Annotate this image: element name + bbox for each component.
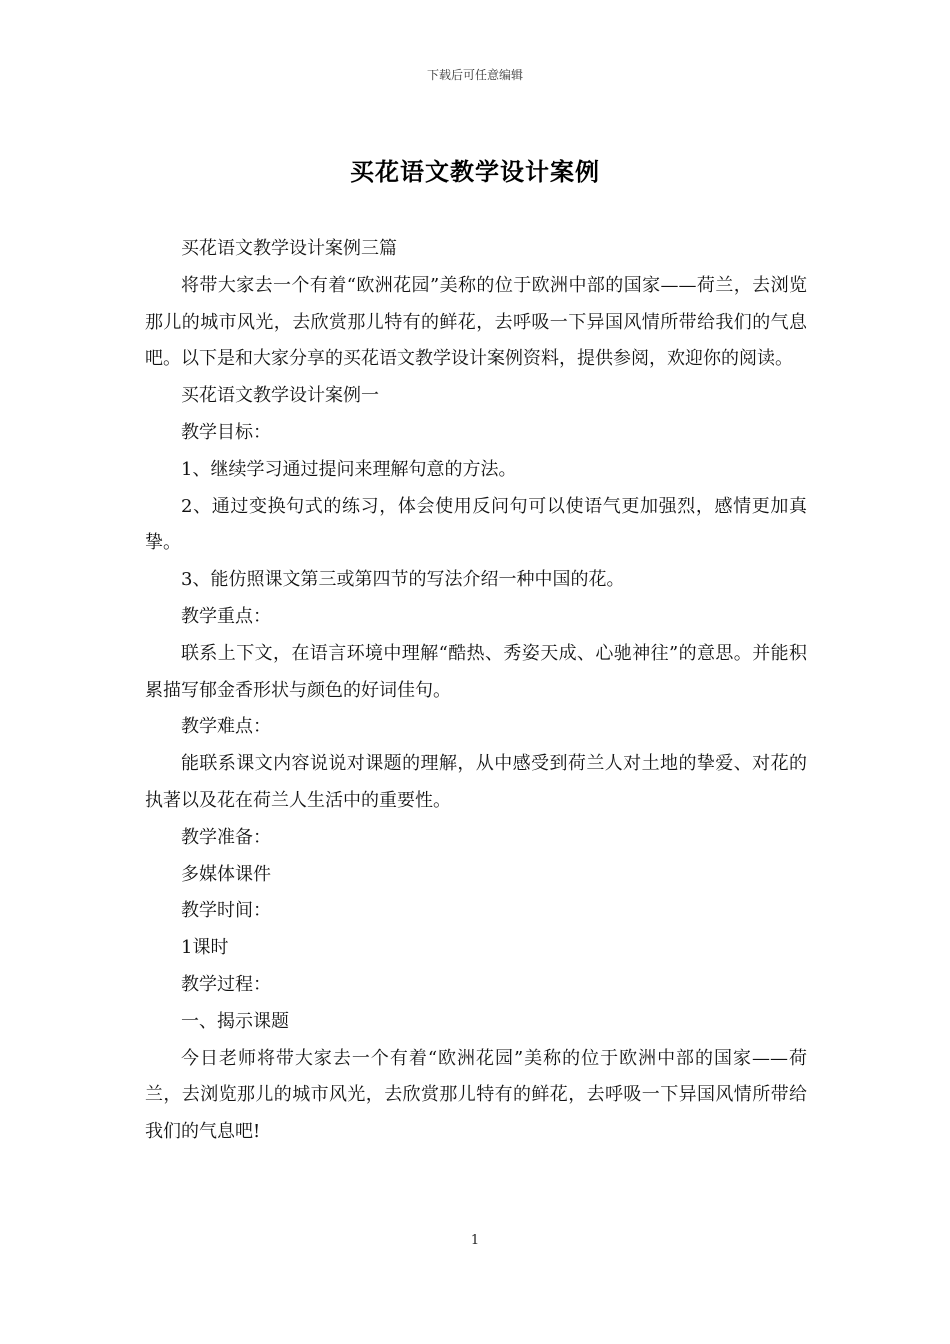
paragraph-preparation-label: 教学准备： [181, 826, 271, 848]
paragraph-objectives-label: 教学目标： [181, 421, 271, 443]
paragraph-time: 1课时 [181, 937, 229, 959]
paragraph-difficulties-label: 教学难点： [181, 716, 271, 738]
page-number: 1 [470, 1233, 480, 1248]
paragraph-key-points: 联系上下文，在语言环境中理解“酷热、秀姿天成、心驰神往”的意思。并能积累描写郁金香形状与颜色的好词佳句。 [145, 642, 807, 701]
paragraph-step-one-heading: 一、揭示课题 [181, 1010, 289, 1032]
paragraph-objective-2: 2、通过变换句式的练习，体会使用反问句可以使语气更加强烈，感情更加真挚。 [145, 495, 807, 554]
document-body [145, 231, 807, 1151]
paragraph-intro-heading: 买花语文教学设计案例三篇 [181, 238, 397, 259]
paragraph-step-one-text: 今日老师将带大家去一个有着“欧洲花园”美称的位于欧洲中部的国家——荷兰，去浏览那儿的城市风光，去欣赏那儿特有的鲜花，去呼吸一下异国风情所带给我们的气息吧! [145, 1047, 807, 1143]
paragraph-key-points-label: 教学重点： [181, 605, 271, 627]
paragraph-preparation: 多媒体课件 [181, 863, 271, 885]
paragraph-process-label: 教学过程： [181, 973, 271, 995]
paragraph-objective-3: 3、能仿照课文第三或第四节的写法介绍一种中国的花。 [181, 569, 625, 591]
paragraph-case-one-heading: 买花语文教学设计案例一 [181, 385, 379, 407]
paragraph-time-label: 教学时间： [181, 900, 271, 922]
paragraph-intro: 将带大家去一个有着“欧洲花园”美称的位于欧洲中部的国家——荷兰，去浏览那儿的城市风光，去欣赏那儿特有的鲜花，去呼吸一下异国风情所带给我们的气息吧。以下是和大家分享的买花语文教学设计案例资料，提供参阅，欢迎你的阅读。 [145, 274, 807, 370]
document-title: 买花语文教学设计案例 [350, 157, 600, 186]
header-note: 下载后可任意编辑 [426, 68, 523, 82]
paragraph-difficulties: 能联系课文内容说说对课题的理解，从中感受到荷兰人对土地的挚爱、对花的执著以及花在荷兰人生活中的重要性。 [145, 753, 807, 811]
paragraph-objective-1: 1、继续学习通过提问来理解句意的方法。 [181, 458, 517, 480]
